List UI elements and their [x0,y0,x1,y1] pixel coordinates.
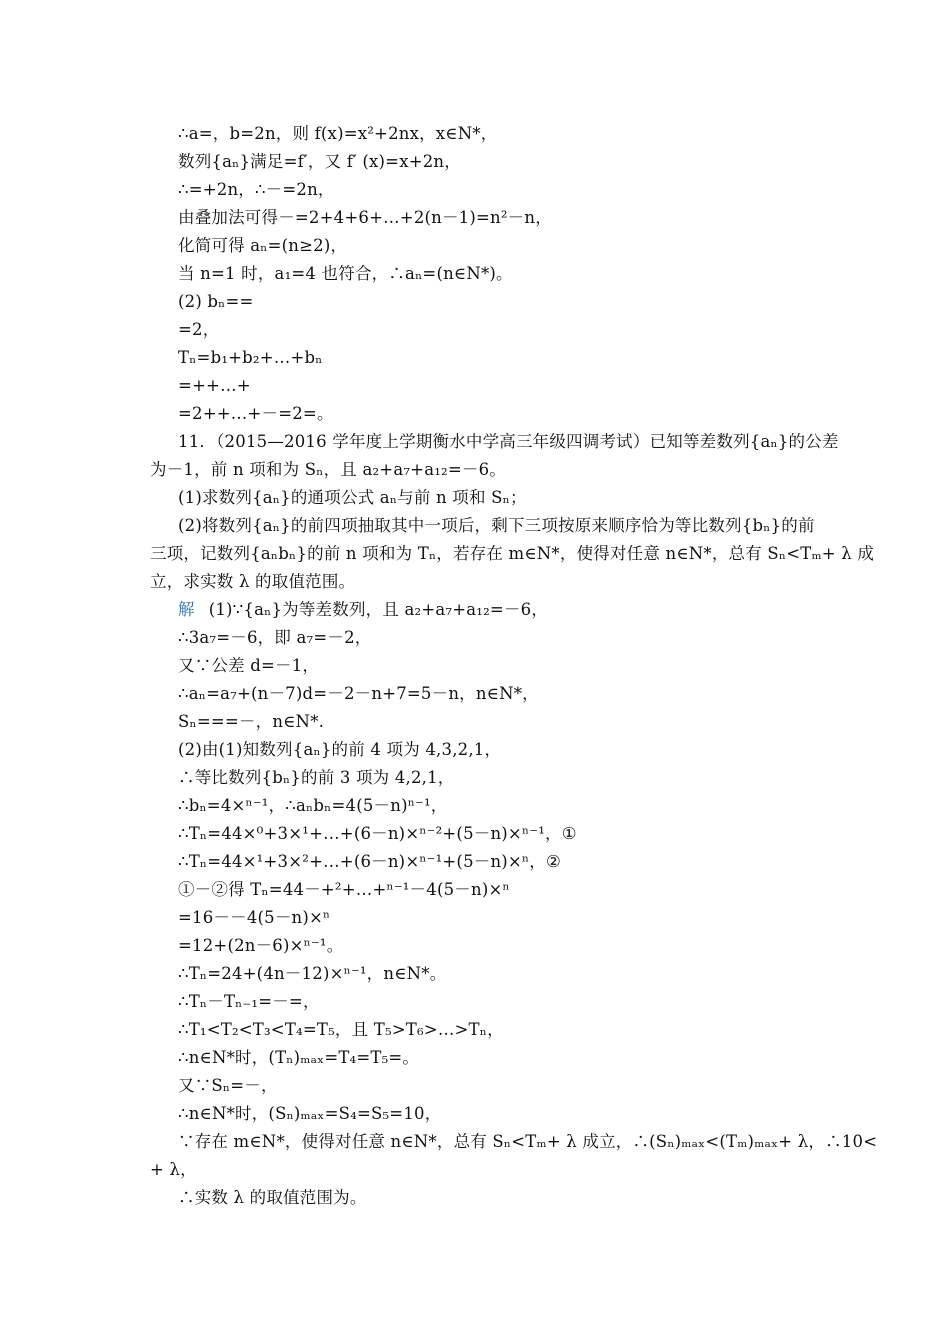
text-line: ①－②得 Tₙ=44－+²+…+ⁿ⁻¹－4(5－n)×ⁿ [178,880,510,899]
text-line: ∴Tₙ=44×⁰+3×¹+…+(6－n)×ⁿ⁻²+(5－n)×ⁿ⁻¹，① [178,824,577,843]
text-line: ∴T₁<T₂<T₃<T₄=T₅，且 T₅>T₆>…>Tₙ， [178,1020,504,1039]
solution-label: 解 [178,600,195,619]
text-line: 又∵公差 d=－1， [178,656,320,675]
text-line: =2++…+－=2=。 [178,404,334,423]
problem-statement: 11．（2015—2016 学年度上学期衡水中学高三年级四调考试）已知等差数列{aₙ}的公差 [178,432,839,451]
text-line: ∴3a₇=－6，即 a₇=－2， [178,628,372,647]
text-line: + λ， [150,1160,197,1179]
text-line: =++…+ [178,376,251,395]
text-line: ∴aₙ=a₇+(n－7)d=－2－n+7=5－n，n∈N*， [178,684,539,703]
text-line: 又∵Sₙ=－， [178,1076,278,1095]
text-line: Sₙ===－，n∈N*. [178,712,325,731]
solution-text: (1)∵{aₙ}为等差数列，且 a₂+a₇+a₁₂=－6， [208,600,549,619]
text-line: ∴等比数列{bₙ}的前 3 项为 4,2,1， [178,768,455,787]
problem-part-2: 三项，记数列{aₙbₙ}的前 n 项和为 Tₙ，若存在 m∈N*，使得对任意 n∈N*，总有 Sₙ<Tₘ+ λ 成 [150,544,875,563]
text-line: 当 n=1 时，a₁=4 也符合，∴aₙ=(n∈N*)。 [178,264,513,283]
problem-part-2: 立，求实数 λ 的取值范围。 [150,572,356,591]
text-line: 数列{aₙ}满足=f′，又 f′ (x)=x+2n， [178,152,461,171]
text-line: ∴n∈N*时，(Sₙ)ₘₐₓ=S₄=S₅=10， [178,1104,442,1123]
text-line: =12+(2n－6)×ⁿ⁻¹。 [178,936,344,955]
text-line: 由叠加法可得－=2+4+6+…+2(n－1)=n²－n， [178,208,552,227]
text-line: ∴a=，b=2n，则 f(x)=x²+2nx，x∈N*， [178,124,498,143]
text-line: (2)由(1)知数列{aₙ}的前 4 项为 4,3,2,1， [178,740,502,759]
text-line: ∴Tₙ=24+(4n－12)×ⁿ⁻¹，n∈N*。 [178,964,447,983]
text-line: (2) bₙ== [178,292,254,311]
text-line: ∴n∈N*时，(Tₙ)ₘₐₓ=T₄=T₅=。 [178,1048,420,1067]
solution-first-line [178,600,548,620]
text-line: 化简可得 aₙ=(n≥2)， [178,236,348,255]
text-line: ∴实数 λ 的取值范围为。 [178,1188,367,1207]
problem-statement: 为－1，前 n 项和为 Sₙ，且 a₂+a₇+a₁₂=－6。 [150,460,506,479]
text-line: ∵存在 m∈N*，使得对任意 n∈N*，总有 Sₙ<Tₘ+ λ 成立，∴(Sₙ)ₘₐₓ<(Tₘ)ₘₐₓ+ λ，∴10< [178,1132,878,1151]
problem-part-2: (2)将数列{aₙ}的前四项抽取其中一项后，剩下三项按原来顺序恰为等比数列{bₙ}的前 [178,516,815,535]
text-line: =16－－4(5－n)×ⁿ [178,908,331,927]
problem-part-1: (1)求数列{aₙ}的通项公式 aₙ与前 n 项和 Sₙ； [178,488,527,507]
text-line: =2， [178,320,220,339]
text-line: Tₙ=b₁+b₂+…+bₙ [178,348,323,367]
text-line: ∴bₙ=4×ⁿ⁻¹，∴aₙbₙ=4(5－n)ⁿ⁻¹， [178,796,448,815]
text-line: ∴=+2n，∴－=2n， [178,180,335,199]
text-line: ∴Tₙ－Tₙ₋₁=－=， [178,992,320,1011]
text-line: ∴Tₙ=44×¹+3×²+…+(6－n)×ⁿ⁻¹+(5－n)×ⁿ，② [178,852,561,871]
